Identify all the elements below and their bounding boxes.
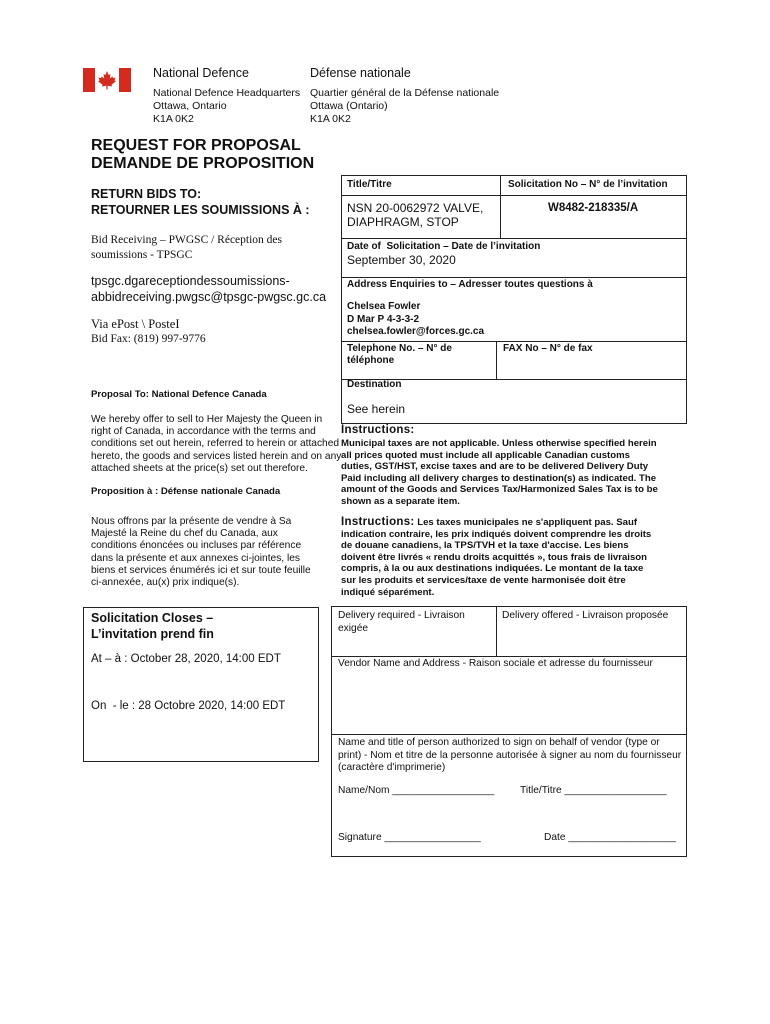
instructions-fr-first: Les taxes municipales ne s'appliquent pas. Sauf <box>417 517 638 528</box>
title-fr: DEMANDE DE PROPOSITION <box>91 155 315 172</box>
org-address-fr <box>310 87 499 126</box>
delivery-offered-field[interactable] <box>502 610 668 621</box>
delivery-required-label: exigée <box>338 622 369 634</box>
solicitation-no-value: W8482-218335/A <box>548 202 639 214</box>
instructions-line: doivent être livrés « rendu droits acquittés », tous frais de livraison <box>341 551 648 563</box>
vendor-name-label: Vendor Name and Address - Raison sociale et adresse du fournisseur <box>338 658 653 669</box>
instructions-line: compris, à la ou aux destinations indiquées. Le montant de la taxe <box>341 563 644 575</box>
return-bids-fr: RETOURNER LES SOUMISSIONS À : <box>91 203 310 217</box>
closing-date-en: At – à : October 28, 2020, 14:00 EDT <box>91 653 281 665</box>
instructions-line: indication contraire, les prix indiqués doivent comprendre les droits <box>341 528 652 540</box>
instructions-heading-en: Instructions: <box>341 424 415 436</box>
destination-value: See herein <box>347 402 406 416</box>
contact-email: chelsea.fowler@forces.gc.ca <box>347 326 485 337</box>
title-en: REQUEST FOR PROPOSAL <box>91 137 301 154</box>
offer-en <box>91 414 341 475</box>
return-bids-heading <box>91 186 310 218</box>
org-name-en: National Defence <box>153 66 249 80</box>
authorized-line: print) - Nom et titre de la personne autorisée à signer au nom du fournisseur <box>338 749 682 761</box>
instructions-text-en <box>341 438 658 508</box>
instructions-line <box>341 517 651 529</box>
instructions-line: duties, GST/HST, excise taxes and are to be delivered Delivery Duty <box>341 461 649 473</box>
contact-name: Chelsea Fowler <box>347 301 421 312</box>
contact-block <box>347 301 484 339</box>
instructions-line: all prices quoted must include all applicable Canadian customs <box>341 449 630 461</box>
address-line: National Defence Headquarters <box>153 87 301 99</box>
instructions-line: de douane canadiens, la TPS/TVH et la taxe d'accise. Les biens <box>341 540 629 552</box>
enquiries-label: Address Enquiries to – Adresser toutes questions à <box>347 279 593 290</box>
return-bids-en: RETURN BIDS TO: <box>91 187 202 201</box>
offer-line: conditions set out herein, referred to herein or attached <box>91 438 340 450</box>
offer-line: ci-annexée, au(x) prix indique(s). <box>91 577 240 589</box>
destination-label: Destination <box>347 379 402 390</box>
delivery-required-field[interactable] <box>338 610 465 635</box>
instructions-line: amount of the Goods and Services Tax/Harmonized Sales Tax is to be <box>341 484 658 496</box>
delivery-offered-label: Delivery offered - Livraison proposée <box>502 610 669 621</box>
bid-fax: Bid Fax: (819) 997-9776 <box>91 333 206 345</box>
bid-receiving-line: Bid Receiving – PWGSC / Réception des <box>91 234 283 246</box>
title-value-line: DIAPHRAGM, STOP <box>347 215 459 229</box>
instructions-text-fr <box>341 517 651 598</box>
address-line: Quartier général de la Défense nationale <box>310 87 500 99</box>
signature-field[interactable]: Signature _________________ <box>338 832 481 843</box>
offer-line: conditions énoncées ou incluses par référence <box>91 540 302 552</box>
delivery-required-label: Delivery required - Livraison <box>338 610 465 621</box>
title-label: Title/Titre <box>347 179 392 190</box>
title-value-line: NSN 20-0062972 VALVE, <box>347 201 484 215</box>
document-title <box>91 137 314 173</box>
authorized-line: Name and title of person authorized to sign on behalf of vendor (type or <box>338 737 660 748</box>
date-of-solicitation-label: Date of Solicitation – Date de l’invitation <box>347 241 541 252</box>
offer-line: We hereby offer to sell to Her Majesty the Queen in <box>91 414 323 425</box>
canadian-flag-icon <box>83 68 131 92</box>
telephone-label-line: Telephone No. – N° de <box>347 343 452 354</box>
offer-line: hereto, the goods and services listed herein and on any <box>91 450 342 462</box>
title-field[interactable]: Title/Titre __________________ <box>520 785 667 796</box>
bid-email-line: tpsgc.dgareceptiondessoumissions- <box>91 274 290 288</box>
vendor-table <box>331 606 687 857</box>
bid-receiving <box>91 233 282 263</box>
solicitation-closes-heading <box>91 610 214 642</box>
offer-line: dans la présente et aux annexes ci-jointes, les <box>91 552 300 564</box>
authorized-person-label <box>338 737 681 775</box>
address-line: Ottawa, Ontario <box>153 100 227 112</box>
offer-line: Nous offrons par la présente de vendre à Sa <box>91 516 292 527</box>
offer-line: Majesté la Reine du chef du Canada, aux <box>91 528 278 540</box>
instructions-line: Paid including all delivery charges to destination(s) as indicated. The <box>341 472 657 484</box>
offer-fr <box>91 516 311 589</box>
date-of-solicitation-value: September 30, 2020 <box>347 253 456 267</box>
bid-email <box>91 273 326 305</box>
org-name-fr: Défense nationale <box>310 66 411 80</box>
telephone-label <box>347 343 452 367</box>
bid-via: Via ePost \ PosteI <box>91 317 180 331</box>
proposal-to-en: Proposal To: National Defence Canada <box>91 389 267 400</box>
closing-date-fr: On - le : 28 Octobre 2020, 14:00 EDT <box>91 700 286 712</box>
closes-heading-line: Solicitation Closes – <box>91 611 214 625</box>
org-address-en <box>153 87 300 126</box>
address-line: K1A 0K2 <box>310 113 351 125</box>
name-field[interactable]: Name/Nom __________________ <box>338 785 495 796</box>
instructions-line: shown as a separate item. <box>341 495 460 507</box>
title-value <box>347 201 483 229</box>
address-line: Ottawa (Ontario) <box>310 100 388 112</box>
contact-location: D Mar P 4-3-3-2 <box>347 313 420 325</box>
bid-email-line: abbidreceiving.pwgsc@tpsgc-pwgsc.gc.ca <box>91 290 327 304</box>
fax-label: FAX No – N° de fax <box>503 343 593 354</box>
telephone-label-line: téléphone <box>347 355 395 366</box>
vendor-name-field[interactable] <box>338 658 653 669</box>
date-field[interactable]: Date ___________________ <box>544 832 676 843</box>
offer-line: right of Canada, in accordance with the terms and <box>91 426 316 438</box>
instructions-line: Municipal taxes are not applicable. Unless otherwise specified herein <box>341 438 657 449</box>
closes-heading-line: L’invitation prend fin <box>91 627 214 641</box>
instructions-line: indiqué séparément. <box>341 586 435 598</box>
bid-receiving-line: soumissions - TPSGC <box>91 249 193 261</box>
offer-line: attached sheets at the price(s) set out therefore. <box>91 462 308 474</box>
instructions-heading-fr: Instructions: <box>341 516 415 528</box>
offer-line: biens et services énumérés ici et sur toute feuille <box>91 564 311 576</box>
instructions-line: sur les produits et services/taxe de vente harmonisée doit être <box>341 574 626 586</box>
proposal-to-fr: Proposition à : Défense nationale Canada <box>91 486 281 497</box>
solicitation-no-label: Solicitation No – N° de l’invitation <box>508 179 668 190</box>
address-line: K1A 0K2 <box>153 113 194 125</box>
authorized-line: (caractère d'imprimerie) <box>338 762 446 773</box>
